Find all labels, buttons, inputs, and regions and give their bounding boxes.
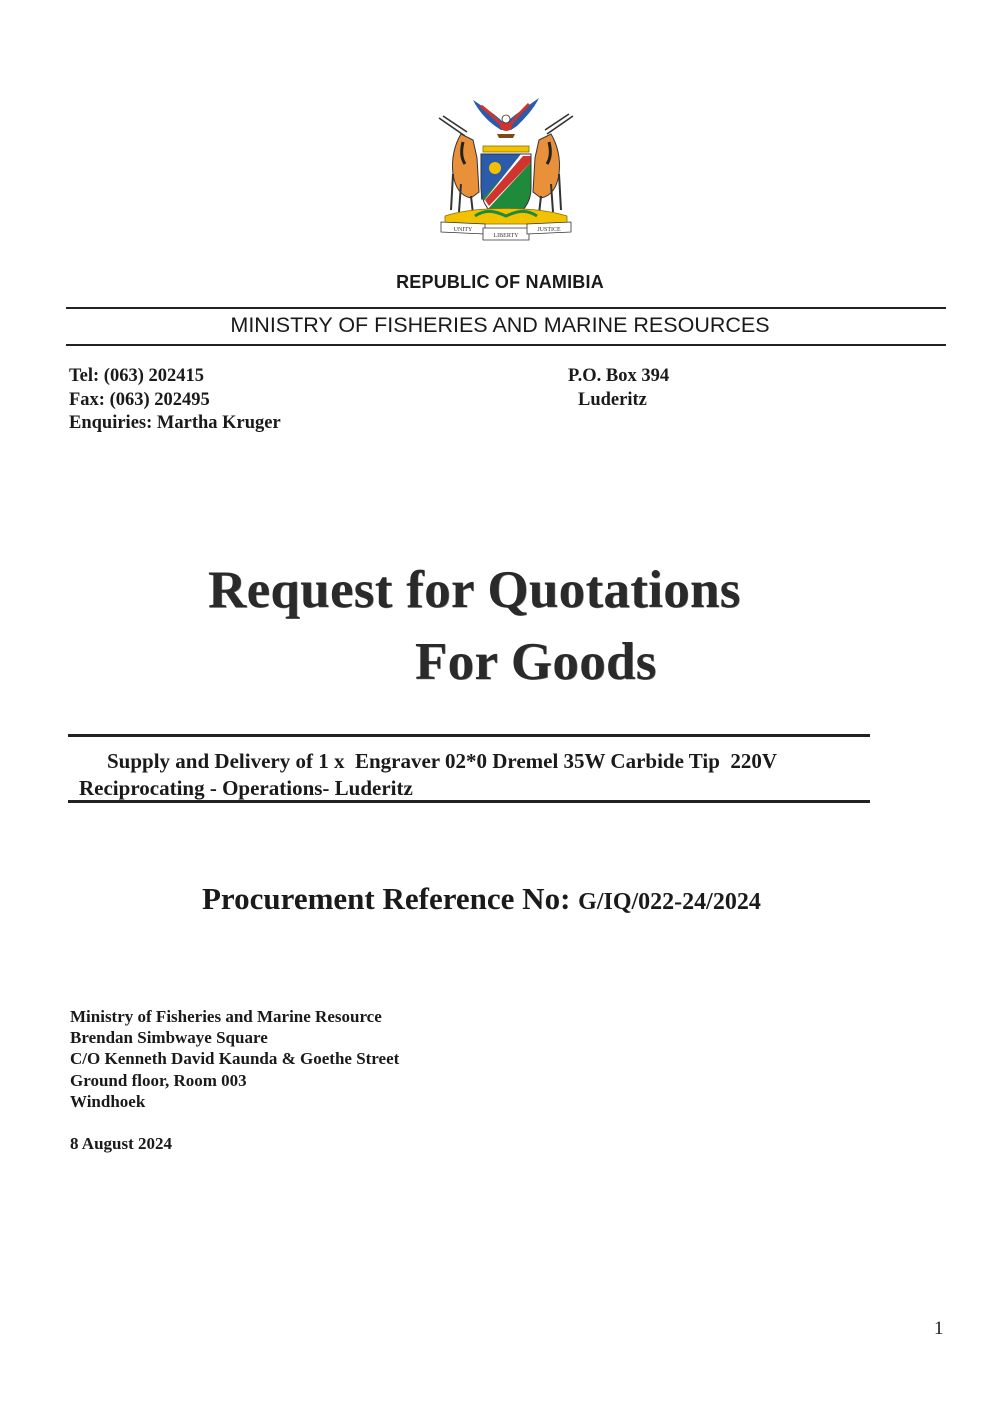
svg-text:JUSTICE: JUSTICE [537,227,561,233]
address-line: C/O Kenneth David Kaunda & Goethe Street [70,1049,400,1069]
document-title-line-1: Request for Quotations [208,561,741,619]
address-line: Ministry of Fisheries and Marine Resource [70,1007,382,1026]
coat-of-arms-icon [425,88,585,248]
page-number: 1 [934,1318,944,1339]
oryx-left-icon [439,116,479,214]
tel-line: Tel: (063) 202415 [69,366,204,386]
document-date: 8 August 2024 [70,1134,173,1153]
address-line: Ground floor, Room 003 [70,1070,247,1090]
oryx-right-icon [533,114,573,214]
po-box-line: P.O. Box 394 [568,366,670,386]
subject-divider-top [68,734,870,737]
svg-text:UNITY: UNITY [453,227,473,233]
eagle-icon [473,98,539,138]
procurement-label: Procurement Reference No: [202,881,571,916]
city-line: Luderitz [578,389,647,410]
subject-divider-bottom [68,800,870,803]
postal-address [568,365,669,412]
address-line: Brendan Simbwaye Square [70,1028,268,1048]
contact-details [69,365,281,436]
header-divider-top [66,307,946,309]
document-title-line-2: For Goods [415,633,657,691]
procurement-number: G/IQ/022-24/2024 [578,889,761,915]
enquiries-line: Enquiries: Martha Kruger [69,413,281,433]
ministry-heading: MINISTRY OF FISHERIES AND MARINE RESOURCES [230,313,770,337]
motto-ribbon-icon [441,222,571,240]
procurement-reference [202,881,761,917]
address-line: Windhoek [70,1091,146,1111]
ministry-address [70,1006,399,1112]
subject-line-1: Supply and Delivery of 1 x Engraver 02*0 Dremel 35W Carbide Tip 220V [107,749,778,773]
subject-line-2: Reciprocating - Operations- Luderitz [79,776,413,800]
svg-text:LIBERTY: LIBERTY [493,233,519,239]
header-divider-bottom [66,344,946,346]
republic-heading: REPUBLIC OF NAMIBIA [396,272,604,292]
fax-line: Fax: (063) 202495 [69,389,210,410]
